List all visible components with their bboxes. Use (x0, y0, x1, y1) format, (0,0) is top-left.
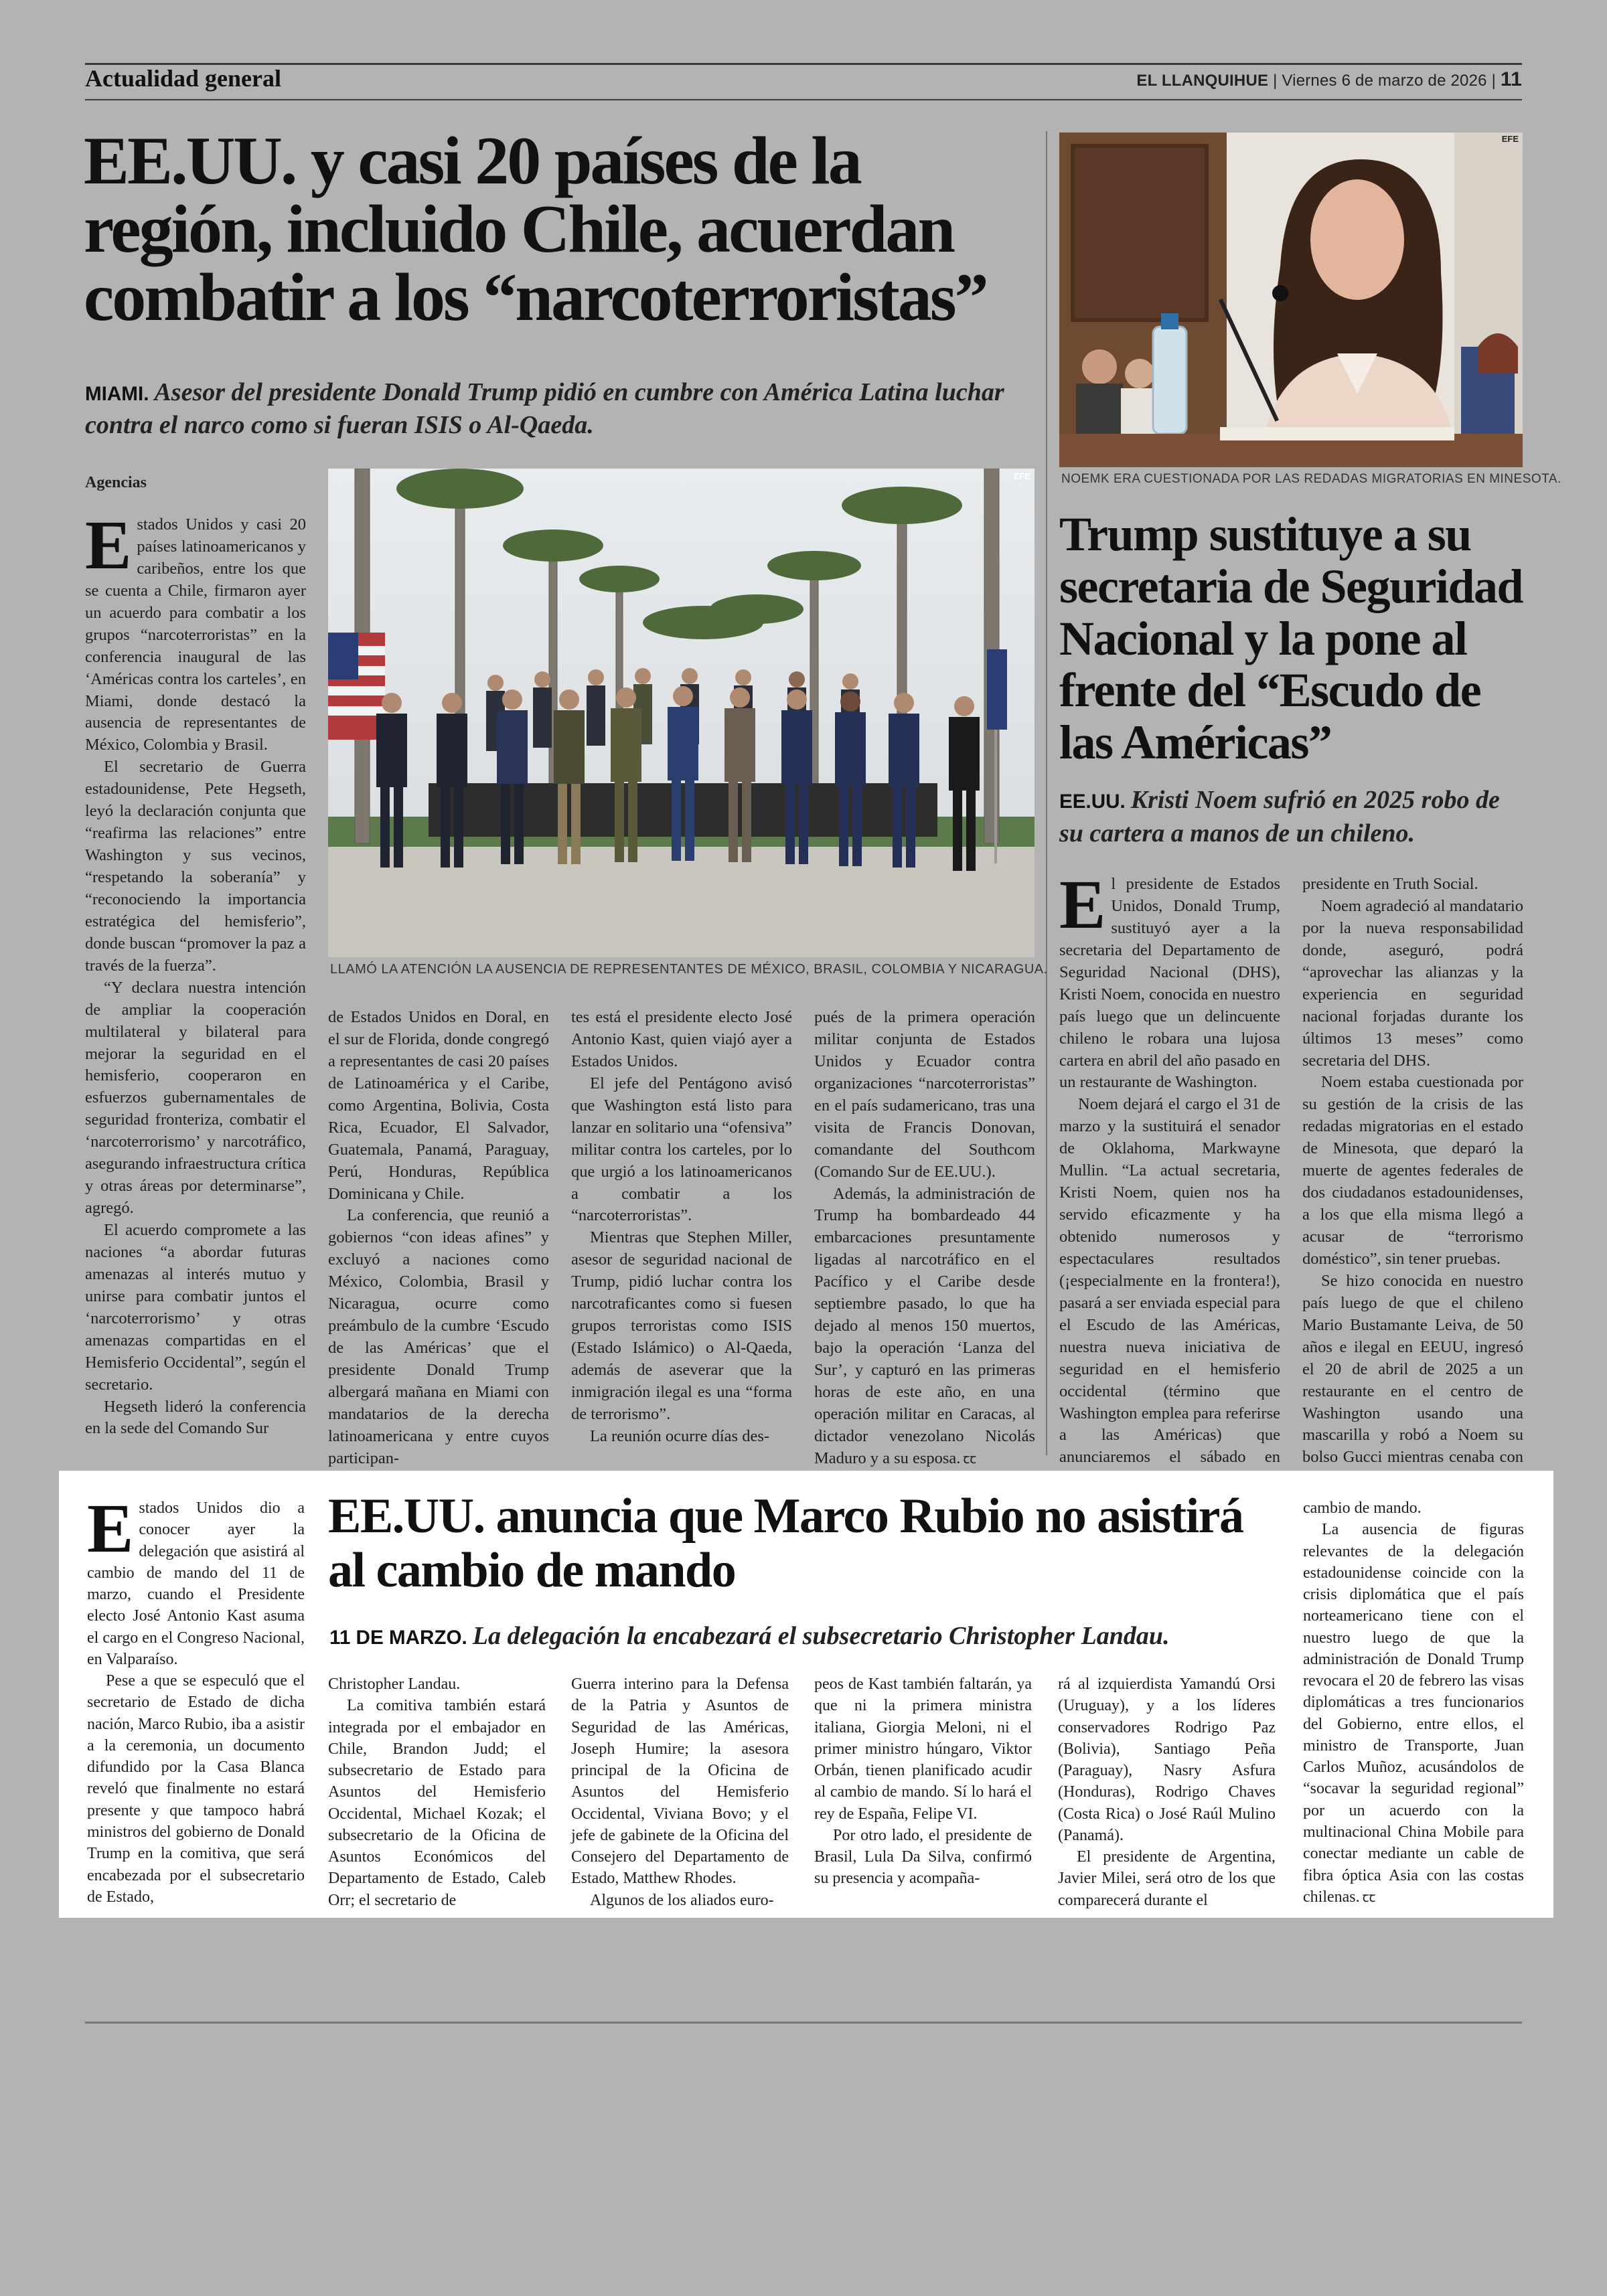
main-col3-p1: tes está el presidente electo José Antonio Kast, quien viajó ayer a Estados Unidos. (571, 1008, 792, 1070)
box-col-2 (328, 1673, 546, 1911)
box-col-5 (1058, 1673, 1276, 1911)
main-col-1 (85, 507, 306, 1440)
main-col1-p5: Hegseth lideró la conferencia en la sede del Comando Sur (85, 1397, 306, 1438)
right-col2-p4: Se hizo conocida en nuestro país luego de que el chileno Mario Bustamante Leiva, de 50 años e ilegal en EEUU, ingresó el 20 de abril de 2025 a un restaurante en el centro de Washington usando una mascarilla y robó a Noem su bolso Gucci mientras cenaba con (1302, 1270, 1523, 1491)
main-col2-p1: de Estados Unidos en Doral, en el sur de Florida, donde congregó a representantes de casi 20 países de Latinoamérica y el Caribe, como Argentina, Bolivia, Costa Rica, Ecuador, El Salvador, Guatemala, Panamá, Paraguay, Perú, Honduras, República Dominicana y Chile. (328, 1008, 549, 1203)
box-col4-p2: Por otro lado, el presidente de Brasil, Lula Da Silva, confirmó su presencia y acompaña- (814, 1826, 1032, 1888)
main-col2-p2: La conferencia, que reunió a gobiernos “con ideas afines” y excluyó a naciones como México, Colombia, Brasil y Nicaragua, ocurre como preámbulo de la cumbre ‘Escudo de las Américas’ que el presidente Donald Trump albergará mañana en Miami con mandatarios de la derecha latinoamericana y entre cuyos participan- (328, 1206, 549, 1467)
box-col3-p1: Guerra interino para la Defensa de la Patria y Asuntos de Seguridad de las Américas, Joseph Humire; la asesora principal de la Oficina de Asuntos del Hemisferio Occidental, Viviana Bovo; y el jefe de gabinete de la Oficina del Consejero del Departamento de Estado, Matthew Rhodes. (571, 1675, 789, 1888)
page-number: 11 (1500, 68, 1522, 90)
box-col5-p1: rá al izquierdista Yamandú Orsi (Uruguay), y a los líderes conservadores Rodrigo Paz (Bolivia), Santiago Peña (Paraguay), Nasry Asfura (Honduras), Rodrigo Chaves (Costa Rica) o José Raúl Mulino (Panamá). (1058, 1675, 1276, 1844)
folio (1136, 68, 1522, 91)
folio-sep: | (1273, 72, 1282, 90)
main-col1-p2: El secretario de Guerra estadounidense, Pete Hegseth, leyó la declaración conjunta que “reafirma las relaciones” entre Washington y sus vecinos, “respetando la soberanía” y “reconociendo la importancia estratégica del hemisferio”, donde buscan “promover la paz a través de la fuerza”. (85, 758, 306, 975)
box-col-1 (87, 1490, 305, 1908)
box-dek-text: La delegación la encabezará el subsecretario Christopher Landau. (472, 1622, 1170, 1650)
main-dek-tag: MIAMI. (85, 383, 149, 405)
right-col-1 (1059, 866, 1280, 1491)
noem-hearing-photo (1059, 133, 1523, 467)
bottom-rule (85, 2022, 1522, 2024)
main-col3-p2: El jefe del Pentágono avisó que Washington está listo para lanzar en solitario una “ofensiva” militar contra los carteles, por lo que urgió a los latinoamericanos a combatir a los “narcoterroristas”. (571, 1074, 792, 1225)
right-col1-p1: El presidente de Estados Unidos, Donald Trump, sustituyó ayer a la secretaria del Departamento de Seguridad Nacional (DHS), Kristi Noem, conocida en nuestro país luego que un delincuente chileno le robara una lujosa cartera en abril del año pasado en un restaurante de Washington. (1059, 866, 1280, 1092)
main-photo-credit: EFE (1013, 471, 1030, 481)
noem-photo-credit: EFE (1501, 134, 1519, 144)
main-photo (328, 469, 1035, 957)
right-col2-p3: Noem estaba cuestionada por su gestión de la crisis de las redadas migratorias en el estado de Minesota, que deparó la muerte de agentes federales de dos ciudadanos estadounidenses, a los que ella misma llegó a acusar de “terrorismo doméstico”, sin tener pruebas. (1302, 1073, 1523, 1268)
main-col1-p1: Estados Unidos y casi 20 países latinoamericanos y caribeños, entre los que se cuenta a Chile, firmaron ayer un acuerdo para combatir a los grupos “narcoterroristas” en la conferencia inaugural de las ‘Américas contra los carteles’, en Miami, donde destacó la ausencia de representantes de México, Colombia y Brasil. (85, 507, 306, 754)
end-mark-icon: ꞇꞇ (963, 1451, 977, 1467)
main-col1-p3: “Y declara nuestra intención de ampliar la cooperación multilateral y bilateral para mejorar la seguridad en el hemisferio, cooperaron en esfuerzos gubernamentales de seguridad fronteriza, combatir el ‘narcoterrorismo’ y narcotráfico, asegurando infraestructura crítica y otras áreas por determinarse”, agregó. (85, 978, 306, 1218)
right-dropcap: E (1059, 866, 1106, 943)
main-col3-p3: Mientras que Stephen Miller, asesor de seguridad nacional de Trump, pidió luchar contra los narcotraficantes como si fuesen grupos terroristas como ISIS (Estado Islámico) o Al-Qaeda, además de aseverar que la inmigración ilegal es una “forma de terrorismo”. (571, 1228, 792, 1423)
main-col4-p1: pués de la primera operación militar conjunta de Estados Unidos y Ecuador contra organizaciones “narcoterroristas” en el país sudamericano, tras una visita de Francis Donovan, comandante del Southcom (Comando Sur de EE.UU.). (814, 1008, 1035, 1181)
main-col-2 (328, 1007, 549, 1470)
main-headline: EE.UU. y casi 20 países de la región, incluido Chile, acuerdan combatir a los “narcoterroristas” (84, 123, 987, 335)
box-col1-p1: Estados Unidos dio a conocer ayer la delegación que asistirá al cambio de mando del 11 de marzo, cuando el Presidente electo José Antonio Kast asuma el cargo en el Congreso Nacional, en Valparaíso. (87, 1490, 305, 1668)
noem-photo-caption: NOEMK ERA CUESTIONADA POR LAS REDADAS MIGRATORIAS EN MINESOTA. (1061, 472, 1561, 486)
main-dropcap: E (85, 507, 132, 584)
main-col4-p2: Además, la administración de Trump ha bombardeado 44 embarcaciones presuntamente ligadas al narcotráfico en el Pacífico y el Caribe desde septiembre pasado, lo que ha dejado al menos 150 muertos, bajo la operación ‘Lanza del Sur’, y capturó en las primeras horas de este año, en una operación militar en Caracas, al dictador venezolano Nicolás Maduro y a su esposa. ꞇꞇ (814, 1184, 1035, 1467)
box-col2-p1: Christopher Landau. (328, 1675, 461, 1693)
box-col6-p1: cambio de mando. (1303, 1499, 1422, 1517)
box-col3-p2: Algunos de los aliados euro- (590, 1891, 774, 1909)
box-col6-p2: La ausencia de figuras relevantes de la delegación estadounidense coincide con la crisis diplomática que el país norteamericano tiene con el nuestro luego de que la administración de Donald Trump revocara el 20 de febrero las visas diplomáticas a tres funcionarios del Gobierno, entre ellos, el ministro de Transporte, Juan Carlos Muñoz, acusándolos de “socavar la seguridad regional” por un acuerdo con la multinacional China Mobile para conectar mediante un cable de fibra óptica Asia con las costas chilenas. ꞇꞇ (1303, 1521, 1524, 1906)
box-col-4 (814, 1673, 1032, 1890)
end-mark-icon: ꞇꞇ (1362, 1890, 1376, 1905)
noem-photo (1059, 133, 1523, 467)
byline: Agencias (85, 474, 147, 491)
right-col1-p2: Noem dejará el cargo el 31 de marzo y la sustituirá el senador de Oklahoma, Markwayne Mullin. “La actual secretaria, Kristi Noem, quien nos ha servido eficazmente y ha obtenido numerosos y espectaculares resultados (¡especialmente en la frontera!), pasará a ser enviada especial para el Escudo de las Américas, nuestra nueva iniciativa de seguridad en el hemisferio occidental (término que Washington emplea para referirse a las Américas) que anunciaremos el sábado en (1059, 1095, 1280, 1467)
right-col2-p1: presidente en Truth Social. (1302, 875, 1478, 893)
main-dek (85, 376, 1043, 442)
paper-name: EL LLANQUIHUE (1136, 72, 1269, 90)
box-col-3 (571, 1673, 789, 1911)
right-col2-p2: Noem agradeció al mandatario por la nueva responsabilidad donde, aseguró, podrá “aprovechar las alianzas y la experiencia en seguridad nacional forjadas durante los últimos 13 meses” como secretaria del DHS. (1302, 896, 1523, 1070)
top-rule (85, 63, 1522, 65)
main-col-4 (814, 1007, 1035, 1470)
right-dek (1059, 783, 1528, 850)
summit-group-photo (328, 469, 1035, 957)
header-underline (85, 99, 1522, 100)
box-col4-p1: peos de Kast también faltarán, ya que ni la primera ministra italiana, Giorgia Meloni, ni el primer ministro húngaro, Viktor Orbán, tienen planificado acudir al cambio de mando. Sí lo hará el rey de España, Felipe VI. (814, 1675, 1032, 1823)
section-name: Actualidad general (85, 65, 281, 92)
box-dek (329, 1620, 1267, 1653)
main-col1-p4: El acuerdo compromete a las naciones “a abordar futuras amenazas al interés mutuo y unirse para combatir juntos el ‘narcoterrorismo’ y otras amenazas compartidas en el Hemisferio Occidental”, según el secretario. (85, 1221, 306, 1394)
main-dek-text: Asesor del presidente Donald Trump pidió en cumbre con América Latina luchar contra el narco como si fueran ISIS o Al-Qaeda. (85, 378, 1004, 440)
folio-sep: | (1491, 72, 1501, 90)
right-dek-text: Kristi Noem sufrió en 2025 robo de su cartera a manos de un chileno. (1059, 786, 1500, 848)
main-col-3 (571, 1007, 792, 1448)
box-dropcap: E (87, 1490, 134, 1567)
issue-date: Viernes 6 de marzo de 2026 (1282, 72, 1487, 90)
right-dek-tag: EE.UU. (1059, 791, 1126, 813)
main-col3-p4: La reunión ocurre días des- (590, 1426, 770, 1445)
main-photo-caption: LLAMÓ LA ATENCIÓN LA AUSENCIA DE REPRESENTANTES DE MÉXICO, BRASIL, COLOMBIA Y NICARAGUA. (330, 962, 1048, 977)
box-col1-p2: Pese a que se especuló que el secretario de Estado de dicha nación, Marco Rubio, iba a asistir a la ceremonia, un documento difundido por la Casa Blanca reveló que finalmente no estará presente y que tampoco habrá ministros del gobierno de Donald Trump en la comitiva, que será encabezada por el subsecretario de Estado, (87, 1672, 305, 1906)
right-headline: Trump sustituye a su secretaria de Seguridad Nacional y la pone al frente del “Escudo de las Américas” (1059, 507, 1523, 769)
box-col2-p2: La comitiva también estará integrada por el embajador en Chile, Brandon Judd; el subsecretario de Estado para Asuntos del Hemisferio Occidental, Michael Kozak; el subsecretario de la Oficina de Asuntos Económicos del Departamento de Estado, Caleb Orr; el secretario de (328, 1697, 546, 1909)
box-col5-p2: El presidente de Argentina, Javier Milei, será otro de los que comparecerá durante el (1058, 1848, 1276, 1909)
box-headline: EE.UU. anuncia que Marco Rubio no asistirá al cambio de mando (328, 1489, 1243, 1598)
box-col-6 (1303, 1497, 1524, 1908)
right-col-2 (1302, 874, 1523, 1491)
box-dek-tag: 11 DE MARZO. (329, 1627, 467, 1649)
